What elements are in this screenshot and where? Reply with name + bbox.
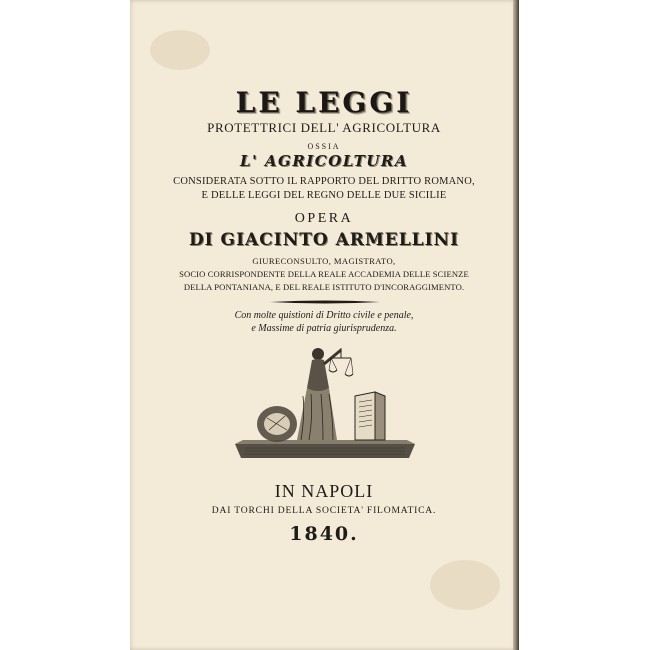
author-credentials-3: DELLA PONTANIANA, E DEL REALE ISTITUTO D'INCORAGGIMENTO. [183, 282, 465, 292]
imprint-place: IN NAPOLI [274, 481, 374, 501]
paper-stain [430, 560, 500, 610]
alternate-title: L' AGRICOLTURA [240, 152, 408, 170]
note-line-1: Con molte quistioni di Dritto civile e penale, [234, 310, 414, 321]
author-name: DI GIACINTO ARMELLINI [188, 230, 460, 250]
ossia-line: OSSIA [307, 142, 341, 151]
book-subtitle: PROTETTRICI DELL' AGRICOLTURA [207, 120, 441, 135]
opera-label: OPERA [294, 211, 354, 226]
description-line-2: E DELLE LEGGI DEL REGNO DELLE DUE SICILIE [201, 190, 447, 201]
paper-stain [150, 30, 210, 70]
ornamental-rule [270, 300, 380, 304]
author-credentials-2: SOCIO CORRISPONDENTE DELLA REALE ACCADEMIA DELLE SCIENZE [179, 269, 469, 279]
justice-vignette-engraving [225, 336, 425, 466]
imprint-printer: DAI TORCHI DELLA SOCIETA' FILOMATICA. [211, 505, 437, 516]
page-edge-shadow [513, 0, 519, 650]
description-line-1: CONSIDERATA SOTTO IL RAPPORTO DEL DRITTO ROMANO, [173, 176, 475, 187]
imprint-year: 1840. [289, 523, 359, 545]
title-page [130, 0, 518, 650]
author-credentials-1: GIURECONSULTO, MAGISTRATO, [252, 256, 396, 266]
book-title: LE LEGGI [235, 86, 413, 119]
note-line-2: e Massime di patria giurisprudenza. [251, 323, 397, 334]
